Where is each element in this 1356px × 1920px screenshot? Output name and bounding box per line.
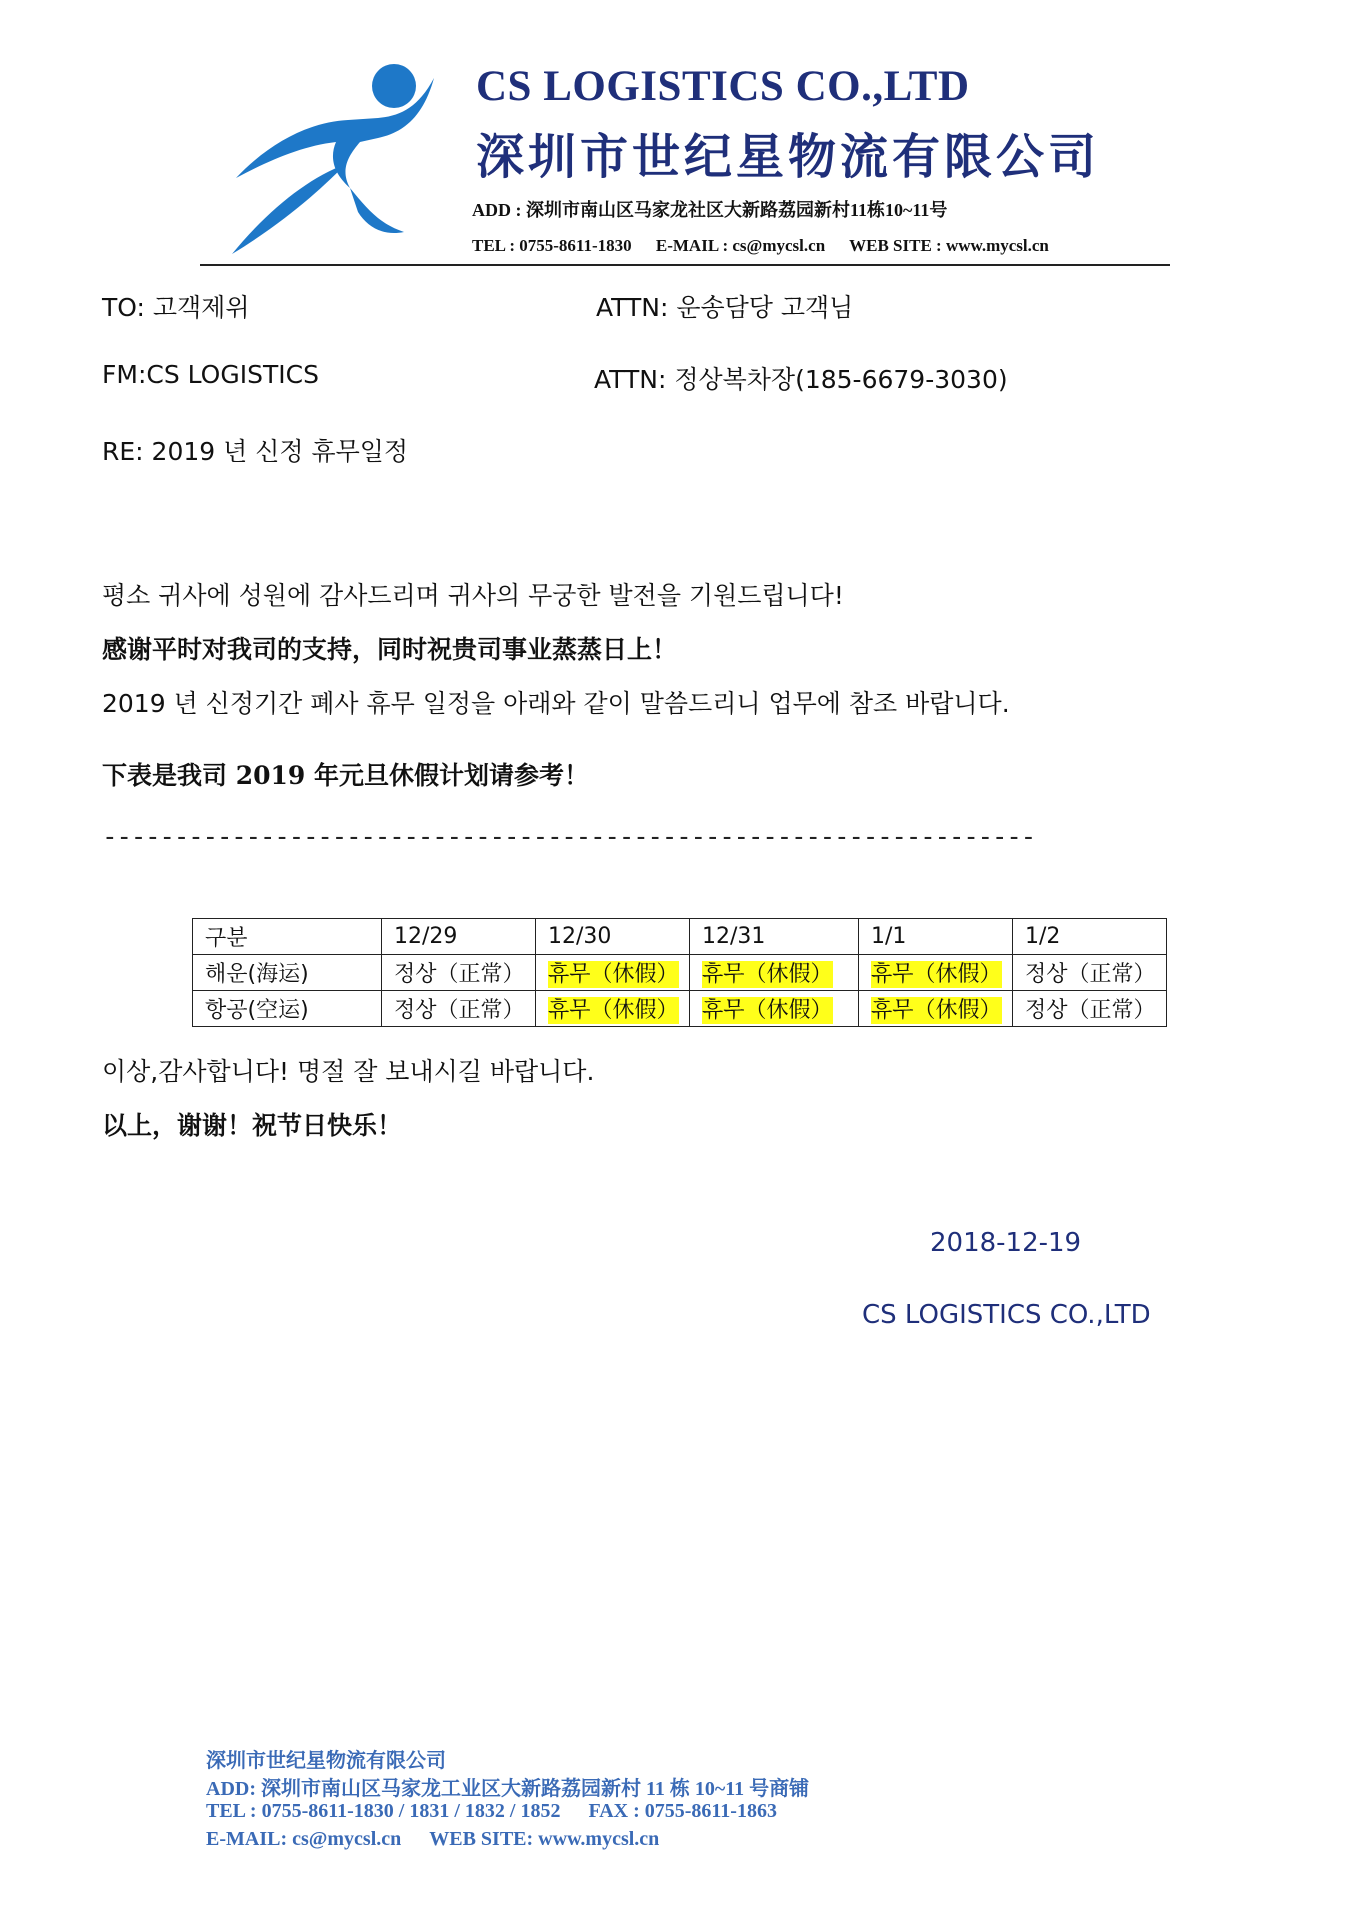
logo-head: [372, 64, 416, 108]
table-cell: 정상（正常）: [1013, 955, 1167, 991]
table-cell: 해운(海运): [193, 955, 382, 991]
table-header-cell: 12/31: [690, 919, 859, 955]
table-cell: [536, 955, 690, 991]
logo-leg-swoosh: [232, 164, 346, 254]
holiday-highlight: 휴무（休假）: [548, 962, 679, 987]
table-row: [193, 955, 1167, 991]
table-cell: [859, 991, 1013, 1027]
header-contact: [472, 236, 1069, 256]
footer-company-cn: 深圳市世纪星物流有限公司: [206, 1750, 446, 1772]
holiday-highlight: 휴무（休假）: [548, 998, 679, 1023]
footer-email: E-MAIL: cs@mycsl.cn: [206, 1828, 402, 1850]
logo-back-leg: [350, 188, 404, 233]
footer-fax: FAX : 0755-8611-1863: [588, 1800, 777, 1822]
header-website: WEB SITE : www.mycsl.cn: [849, 236, 1049, 255]
memo-from: FM:CS LOGISTICS: [102, 360, 319, 389]
footer-tel: TEL : 0755-8611-1830 / 1831 / 1832 / 1852: [206, 1800, 561, 1822]
table-cell: [859, 955, 1013, 991]
table-header-cell: 1/1: [859, 919, 1013, 955]
table-header-row: [193, 919, 1167, 955]
table-cell: [536, 991, 690, 1027]
body-chinese-notice: 下表是我司 2019 年元旦休假计划请参考！: [102, 761, 589, 790]
header-email: E-MAIL : cs@mycsl.cn: [655, 236, 826, 255]
header-address: ADD : 深圳市南山区马家龙社区大新路荔园新村11栋10~11号: [472, 200, 948, 220]
body-chinese-greeting: 感谢平时对我司的支持，同时祝贵司事业蒸蒸日上！: [102, 635, 678, 664]
table-cell: 항공(空运): [193, 991, 382, 1027]
table-row: [193, 991, 1167, 1027]
table-cell: [690, 991, 859, 1027]
footer-address: ADD: 深圳市南山区马家龙工业区大新路荔园新村 11 栋 10~11 号商铺: [206, 1778, 810, 1800]
holiday-highlight: 휴무（休假）: [871, 998, 1002, 1023]
signature-date: 2018-12-19: [930, 1228, 1082, 1258]
company-logo: [228, 60, 450, 255]
dashed-divider: -----------------------------------------------------------------: [102, 822, 1035, 852]
holiday-schedule-table: [192, 918, 1167, 1027]
footer-email-web: [206, 1828, 659, 1851]
table-header-cell: 1/2: [1013, 919, 1167, 955]
footer-website: WEB SITE: www.mycsl.cn: [429, 1828, 660, 1850]
memo-to: TO: 고객제위: [102, 293, 250, 322]
closing-chinese: 以上，谢谢！祝节日快乐！: [102, 1111, 403, 1140]
memo-subject: RE: 2019 년 신정 휴무일정: [102, 437, 409, 466]
table-cell: [690, 955, 859, 991]
memo-attn-from: ATTN: 정상복차장(185-6679-3030): [594, 365, 1008, 394]
company-name-en: CS LOGISTICS CO.,LTD: [476, 63, 970, 110]
footer-phone-fax: [206, 1800, 777, 1823]
holiday-highlight: 휴무（休假）: [871, 962, 1002, 987]
company-name-cn: 深圳市世纪星物流有限公司: [476, 129, 1101, 185]
table-cell: 정상（正常）: [382, 955, 536, 991]
table-header-cell: 구분: [193, 919, 382, 955]
header-divider: [200, 264, 1170, 266]
signature-company: CS LOGISTICS CO.,LTD: [862, 1300, 1151, 1330]
table-header-cell: 12/30: [536, 919, 690, 955]
table-cell: 정상（正常）: [1013, 991, 1167, 1027]
holiday-highlight: 휴무（休假）: [702, 998, 833, 1023]
holiday-highlight: 휴무（休假）: [702, 962, 833, 987]
body-korean-notice: 2019 년 신정기간 폐사 휴무 일정을 아래와 같이 말씀드리니 업무에 참조 바랍니다.: [102, 689, 1010, 718]
memo-attn-to: ATTN: 운송담당 고객님: [596, 293, 854, 322]
table-header-cell: 12/29: [382, 919, 536, 955]
table-cell: 정상（正常）: [382, 991, 536, 1027]
closing-korean: 이상,감사합니다! 명절 잘 보내시길 바랍니다.: [102, 1057, 595, 1086]
header-tel: TEL : 0755-8611-1830: [472, 236, 632, 255]
body-korean-greeting: 평소 귀사에 성원에 감사드리며 귀사의 무궁한 발전을 기원드립니다!: [102, 581, 844, 610]
